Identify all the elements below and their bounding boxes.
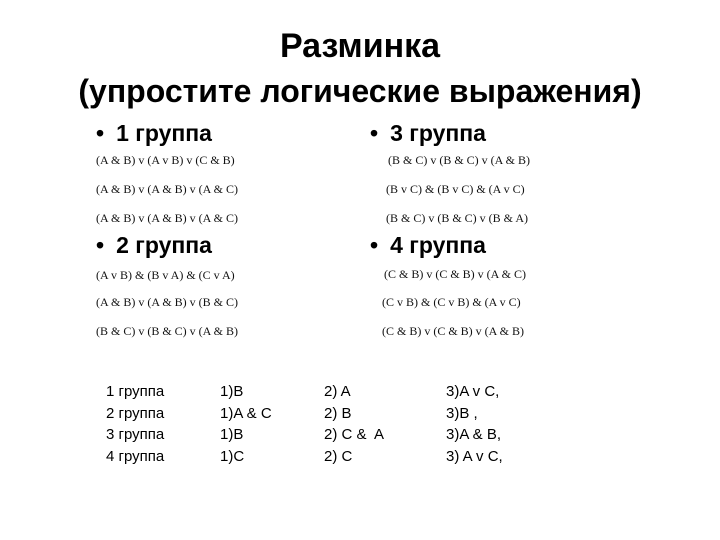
answer-3: 3)B , (446, 404, 478, 422)
answer-3: 3)A & B, (446, 426, 502, 443)
group-3-expression-1: (B & C) v (B & C) v (A & B) (388, 153, 531, 167)
answer-1: 1)B (220, 383, 244, 400)
group-4-expression-2: (C v B) & (C v B) & (A v C) (382, 295, 521, 309)
answer-2: 2) B (324, 404, 352, 422)
group-4-expression-3: (C & B) v (C & B) v (A & B) (382, 324, 525, 338)
page-title (0, 27, 720, 66)
answer-3: 3) A v C, (446, 447, 503, 465)
bullet-icon: • (96, 232, 105, 258)
group-4-expression-1: (C & B) v (C & B) v (A & C) (384, 267, 527, 281)
group-2-expression-3: (B & C) v (B & C) v (A & B) (96, 324, 239, 338)
answer-1: 1)B (220, 426, 244, 443)
answer-2: 2) C & A (324, 426, 385, 443)
bullet-icon: • (96, 120, 105, 146)
group-1-heading (96, 120, 212, 147)
answer-1: 1)C (220, 447, 245, 465)
answer-group-name: 1 группа (106, 383, 165, 400)
answers-group-names (106, 381, 164, 467)
answer-group-name: 3 группа (106, 426, 165, 443)
answer-group-name: 2 группа (106, 404, 165, 422)
answer-3: 3)A v C, (446, 383, 500, 400)
answer-group-name: 4 группа (106, 447, 165, 465)
group-3-expression-2: (B v C) & (B v C) & (A v C) (386, 182, 525, 196)
group-3-expression-3: (B & C) v (B & C) v (B & A) (386, 211, 529, 225)
group-3-label: 3 группа (390, 120, 486, 146)
answers-column-1 (220, 381, 272, 467)
group-4-heading (370, 232, 486, 259)
answer-2: 2) C (324, 447, 353, 465)
bullet-icon: • (370, 120, 379, 146)
group-2-label: 2 группа (116, 232, 212, 258)
group-2-expression-1: (A v B) & (B v A) & (C v A) (96, 268, 235, 282)
title-text: Разминка (279, 27, 441, 65)
answers-column-3 (446, 381, 503, 467)
group-1-expression-1: (A & B) v (A v B) v (C & B) (96, 153, 235, 167)
group-4-label: 4 группа (390, 232, 486, 258)
answer-1: 1)A & C (220, 404, 272, 422)
group-2-heading (96, 232, 212, 259)
group-1-expression-2: (A & B) v (A & B) v (A & C) (96, 182, 239, 196)
answers-column-2 (324, 381, 384, 467)
page-subtitle: (упростите логические выражения) (78, 73, 642, 109)
bullet-icon: • (370, 232, 379, 258)
group-1-expression-3: (A & B) v (A & B) v (A & C) (96, 211, 239, 225)
group-3-heading (370, 120, 486, 147)
answer-2: 2) A (324, 383, 351, 400)
group-2-expression-2: (A & B) v (A & B) v (B & C) (96, 295, 239, 309)
group-1-label: 1 группа (116, 120, 212, 146)
